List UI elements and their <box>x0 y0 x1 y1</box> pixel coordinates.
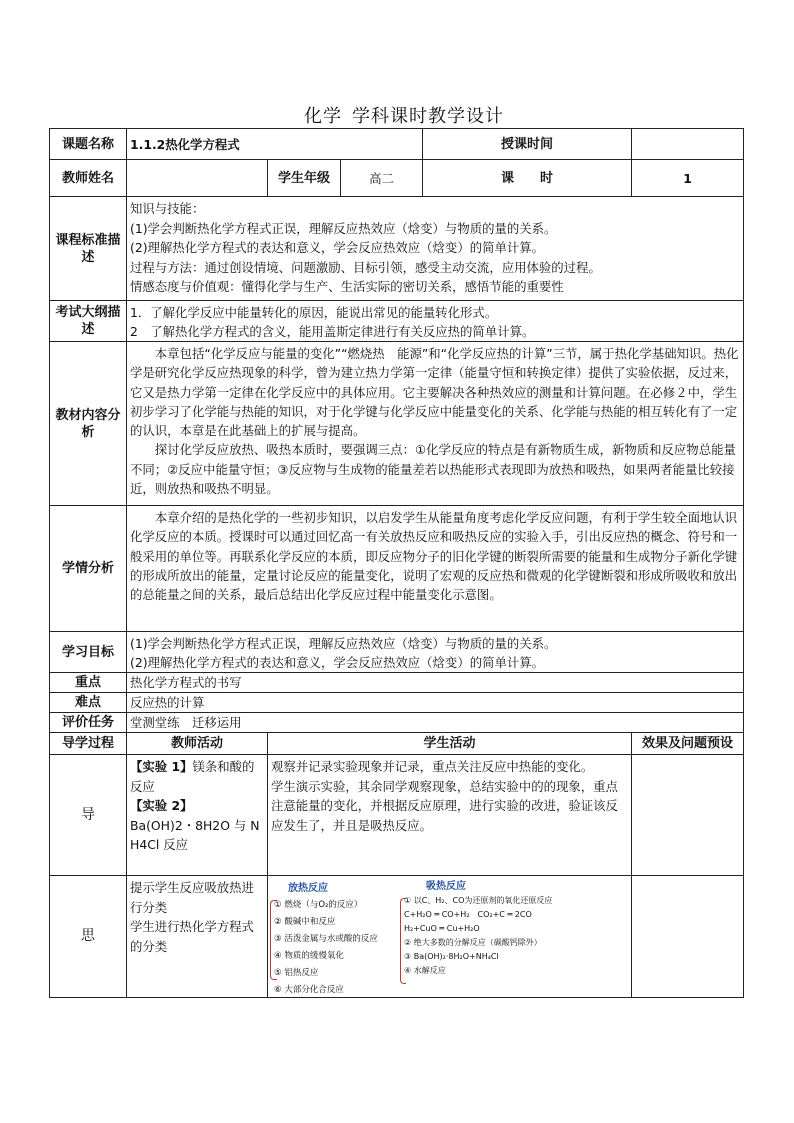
class-time-label: 授课时间 <box>423 129 632 160</box>
exothermic-item: ② 酸碱中和反应 <box>274 917 336 927</box>
content-text <box>127 342 744 506</box>
teacher-label: 教师姓名 <box>50 160 127 197</box>
hours-value: 1 <box>632 160 744 197</box>
dao-teacher-activity <box>127 755 268 876</box>
stage-si-label: 思 <box>50 876 127 998</box>
title-rest: 学科课时教学设计 <box>352 106 504 127</box>
learner-label: 学情分析 <box>50 506 127 632</box>
course-name-label: 课题名称 <box>50 129 127 160</box>
row-content-analysis <box>50 342 744 506</box>
title-subject: 化学 <box>290 102 352 129</box>
process-row-dao <box>50 755 744 876</box>
curriculum-line: (2)理解热化学方程式的表达和意义，学会反应热效应（焓变）的简单计算。 <box>130 240 545 255</box>
curriculum-line: 过程与方法：通过创设情境、问题激励、目标引领，感受主动交流，应用体验的过程。 <box>130 259 601 275</box>
learner-text <box>127 506 744 632</box>
experiment-2-text: Ba(OH)2・8H2O 与 NH4Cl 反应 <box>130 817 260 852</box>
goal-line: (2)理解热化学方程式的表达和意义，学会反应热效应（焓变）的简单计算。 <box>130 655 545 670</box>
content-label: 教材内容分析 <box>50 342 127 506</box>
si-student-activity <box>268 876 632 998</box>
exam-line: 2 了解热化学方程式的含义，能用盖斯定律进行有关反应热的简单计算。 <box>130 324 535 339</box>
row-key <box>50 673 744 693</box>
process-header-row <box>50 733 744 755</box>
si-teacher-activity <box>127 876 268 998</box>
exothermic-item: ⑥ 大部分化合反应 <box>274 985 344 995</box>
exothermic-item: ③ 活泼金属与水或酸的反应 <box>274 934 378 944</box>
reaction-classification-figure <box>268 876 556 995</box>
curriculum-line: 情感态度与价值观：懂得化学与生产、生活实际的密切关系，感悟节能的重要性 <box>130 279 564 294</box>
class-time-value <box>632 129 744 160</box>
process-header: 效果及问题预设 <box>632 733 744 755</box>
row-eval <box>50 713 744 733</box>
row-learner-analysis <box>50 506 744 632</box>
document-title <box>0 102 794 129</box>
key-label: 重点 <box>50 673 127 693</box>
teacher-value <box>127 160 268 197</box>
difficult-label: 难点 <box>50 693 127 713</box>
exothermic-item: ④ 物质的缓慢氧化 <box>274 951 344 961</box>
process-header: 导学过程 <box>50 733 127 755</box>
grade-label: 学生年级 <box>268 160 341 197</box>
row-course-name <box>50 129 744 160</box>
lesson-plan-table <box>49 128 744 998</box>
goal-label: 学习目标 <box>50 632 127 673</box>
exothermic-list <box>274 880 402 999</box>
experiment-2-tag: 【实验 2】 <box>130 798 193 813</box>
dao-student-paragraph: 学生演示实验，其余同学观察现象，总结实验中的的现象，重点注意能量的变化，并根据反应原理，进行实验的改进，验证该反应发生了，并且是吸热反应。 <box>271 778 618 833</box>
exam-label: 考试大纲描述 <box>50 301 127 342</box>
content-paragraph: 探讨化学反应放热、吸热本质时，要强调三点：①化学反应的特点是有新物质生成，新物质和反应物总能量不同；②反应中能量守恒；③反应物与生成物的能量差若以热能形式表现即为放热和吸热，如果两者能量比较接近，则放热和吸热不明显。 <box>130 442 736 497</box>
row-curriculum <box>50 197 744 301</box>
process-header: 学生活动 <box>268 733 632 755</box>
si-teacher-line: 提示学生反应吸放热进行分类 <box>130 880 254 915</box>
row-teacher <box>50 160 744 197</box>
exam-content <box>127 301 744 342</box>
curriculum-content <box>127 197 744 301</box>
si-teacher-line: 学生进行热化学方程式的分类 <box>130 919 254 954</box>
stage-dao-label: 导 <box>50 755 127 876</box>
row-goals <box>50 632 744 673</box>
content-paragraph: 本章包括“化学反应与能量的变化”“燃烧热 能源”和“化学反应热的计算”三节，属于热化学基础知识。热化学是研究化学反应热现象的科学，曾为建立热力学第一定律（能量守恒和转换定律）提供了实验依据，反过来，它又是热力学第一定律在化学反应中的具体应用。它主要解决各种热效应的测量和计算问题。在必修２中，学生初步学习了化学能与热能的知识，对于化学键与化学反应中能量变化的关系、化学能与热能的相互转化有了一定的认识，本章是在此基础上的扩展与提高。 <box>130 346 739 439</box>
dao-student-activity <box>268 755 632 876</box>
endothermic-title: 吸热反应 <box>426 881 466 892</box>
endothermic-item: H₂+CuO ═ Cu+H₂O <box>404 924 480 933</box>
dao-effect <box>632 755 744 876</box>
endothermic-item: C+H₂O ═ CO+H₂ CO₂+C ═ 2CO <box>404 910 532 919</box>
exothermic-title: 放热反应 <box>288 883 328 894</box>
grade-value: 高二 <box>341 160 423 197</box>
goal-line: (1)学会判断热化学方程式正误，理解反应热效应（焓变）与物质的量的关系。 <box>130 636 557 651</box>
process-header: 教师活动 <box>127 733 268 755</box>
experiment-1 <box>130 757 264 796</box>
process-row-si <box>50 876 744 998</box>
goal-content <box>127 632 744 673</box>
si-effect <box>632 876 744 998</box>
eval-label: 评价任务 <box>50 713 127 733</box>
row-difficult <box>50 693 744 713</box>
endothermic-item: ① 以C、H₂、CO为还原剂的氧化还原反应 <box>404 896 553 905</box>
exothermic-item: ⑤ 铝热反应 <box>274 968 319 978</box>
endothermic-item: ③ Ba(OH)₂·8H₂O+NH₄Cl <box>404 952 499 961</box>
exothermic-item: ① 燃烧（与O₂的反应） <box>274 900 363 910</box>
difficult-value: 反应热的计算 <box>127 693 744 713</box>
key-value: 热化学方程式的书写 <box>127 673 744 693</box>
experiment-1-tag: 【实验 1】 <box>130 759 193 774</box>
curriculum-line: 知识与技能： <box>130 201 205 216</box>
learner-paragraph: 本章介绍的是热化学的一些初步知识，以启发学生从能量角度考虑化学反应问题，有利于学生较全面地认识化学反应的本质。授课时可以通过回忆高一有关放热反应和吸热反应的实验入手，引出反应热的概念、符号和一般采用的单位等。再联系化学反应的本质，即反应物分子的旧化学键的断裂所需要的能量和生成物分子新化学键的形成所放出的能量，定量讨论反应的能量变化，说明了宏观的反应热和微观的化学键断裂和形成所吸收和放出的总能量之间的关系，最后总结出化学反应过程中能量变化示意图。 <box>130 510 738 603</box>
endothermic-item: ④ 水解反应 <box>404 966 446 975</box>
endothermic-item: ② 绝大多数的分解反应（碳酸钙除外） <box>404 938 542 947</box>
curriculum-line: (1)学会判断热化学方程式正误，理解反应热效应（焓变）与物质的量的关系。 <box>130 220 557 236</box>
row-exam <box>50 301 744 342</box>
dao-student-paragraph: 观察并记录实验现象并记录，重点关注反应中热能的变化。 <box>271 759 594 774</box>
curriculum-label: 课程标准描述 <box>50 197 127 301</box>
hours-label: 课 时 <box>423 160 632 197</box>
endothermic-list <box>404 880 554 978</box>
exam-line: 1．了解化学反应中能量转化的原因，能说出常见的能量转化形式。 <box>130 305 498 320</box>
experiment-1-text: 镁条和酸的反应 <box>130 759 255 794</box>
course-name-value: 1.1.2热化学方程式 <box>127 129 423 160</box>
eval-value: 堂测堂练 迁移运用 <box>127 713 744 733</box>
